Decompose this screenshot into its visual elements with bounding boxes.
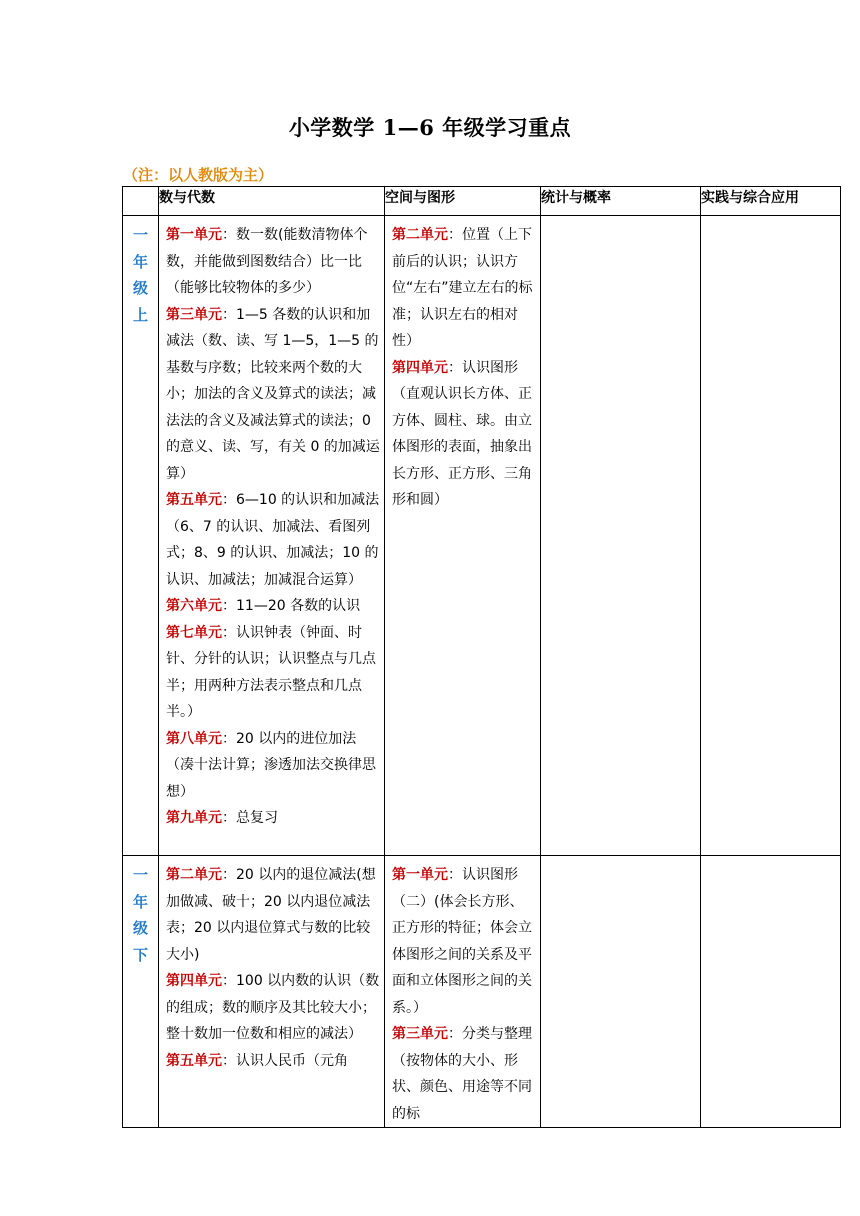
table-row	[123, 216, 841, 856]
grade-label	[123, 216, 159, 856]
unit-label: 第六单元	[166, 598, 222, 614]
unit-description: ：认识人民币（元角	[222, 1052, 348, 1069]
unit-description: ：20 以内的进位加法（凑十法计算；渗透加法交换律思想）	[166, 730, 376, 800]
unit-entry	[166, 968, 380, 1048]
unit-entry	[166, 862, 380, 968]
edition-note: （注：以人教版为主）	[123, 166, 274, 184]
header-practice: 实践与综合应用	[701, 187, 841, 216]
unit-entry	[392, 1021, 536, 1127]
unit-entry	[166, 222, 380, 302]
unit-entry	[392, 355, 536, 514]
unit-entry	[166, 620, 380, 726]
unit-label: 第二单元	[392, 227, 448, 243]
grade-char: 年	[132, 252, 148, 271]
unit-description: ：认识图形（直观认识长方体、正方体、圆柱、球。由立体图形的表面，抽象出长方形、正方形、三角形和圆）	[392, 359, 532, 508]
space-shape-cell	[385, 856, 541, 1128]
unit-entry	[166, 302, 380, 488]
grade-char: 年	[132, 892, 148, 911]
header-statistics: 统计与概率	[541, 187, 701, 216]
unit-label: 第四单元	[392, 359, 448, 376]
unit-label: 第三单元	[392, 1026, 448, 1042]
unit-label: 第五单元	[166, 492, 222, 508]
number-algebra-cell	[159, 216, 385, 856]
unit-description: ：1—5 各数的认识和加减法（数、读、写 1—5，1—5 的基数与序数；比较来两个数的大小；加法的含义及算式的读法；减法法的含义及减法算式的读法；0 的意义、读、写，有关 0 的加减运算）	[166, 306, 380, 482]
unit-description: ：11—20 各数的认识	[222, 598, 361, 614]
unit-entry	[166, 1048, 380, 1075]
statistics-cell	[541, 856, 701, 1128]
grade-char: 级	[132, 279, 148, 297]
unit-label: 第四单元	[166, 973, 222, 989]
unit-label: 第一单元	[392, 867, 448, 883]
unit-entry	[166, 805, 380, 832]
header-number-algebra: 数与代数	[159, 187, 385, 216]
unit-entry	[166, 726, 380, 806]
unit-description: ：认识钟表（钟面、时针、分针的认识；认识整点与几点半；用两种方法表示整点和几点半。）	[166, 624, 376, 720]
unit-description: ：20 以内的退位减法(想加做减、破十；20 以内退位减法表；20 以内退位算式与数的比较大小)	[166, 867, 376, 963]
grade-char: 级	[132, 919, 148, 937]
unit-entry	[166, 487, 380, 593]
unit-entry	[392, 862, 536, 1021]
table-header-row	[123, 187, 841, 216]
statistics-cell	[541, 216, 701, 856]
grade-char: 一	[132, 866, 148, 884]
unit-entry	[392, 222, 536, 355]
unit-description: ：认识图形（二）(体会长方形、正方形的特征；体会立体图形之间的关系及平面和立体图形之间的关系。）	[392, 867, 532, 1016]
header-grade	[123, 187, 159, 216]
curriculum-table	[122, 186, 841, 1128]
unit-description: ：总复习	[222, 810, 278, 826]
unit-label: 第三单元	[166, 306, 222, 323]
space-shape-cell	[385, 216, 541, 856]
unit-description: ：数一数(能数清物体个数，并能做到图数结合）比一比（能够比较物体的多少）	[166, 227, 368, 296]
practice-cell	[701, 216, 841, 856]
header-space-shape: 空间与图形	[385, 187, 541, 216]
unit-description: ：分类与整理（按物体的大小、形状、颜色、用途等不同的标	[392, 1026, 532, 1122]
number-algebra-cell	[159, 856, 385, 1128]
unit-description: ：6—10 的认识和加减法（6、7 的认识、加减法、看图列式；8、9 的认识、加减法；10 的认识、加减法；加减混合运算）	[166, 492, 380, 588]
unit-label: 第一单元	[166, 227, 222, 243]
unit-label: 第二单元	[166, 867, 222, 883]
grade-char: 一	[132, 226, 148, 244]
unit-label: 第八单元	[166, 730, 222, 747]
grade-char: 下	[132, 945, 148, 964]
grade-char: 上	[132, 305, 148, 324]
unit-description: ：位置（上下前后的认识；认识方位“左右”建立左右的标准；认识左右的相对性）	[392, 227, 533, 349]
unit-label: 第九单元	[166, 810, 222, 826]
unit-label: 第五单元	[166, 1052, 222, 1069]
unit-label: 第七单元	[166, 624, 222, 641]
page-title: 小学数学 1—6 年级学习重点	[288, 115, 572, 140]
practice-cell	[701, 856, 841, 1128]
unit-description: ：100 以内数的认识（数的组成；数的顺序及其比较大小；整十数加一位数和相应的减法）	[166, 973, 380, 1042]
table-row	[123, 856, 841, 1128]
grade-label	[123, 856, 159, 1128]
unit-entry	[166, 593, 380, 620]
